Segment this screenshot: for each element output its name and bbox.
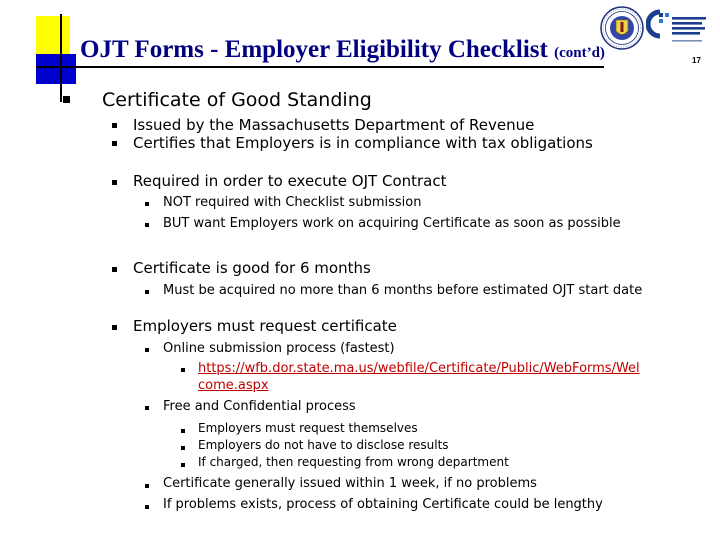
bullet-icon [145, 348, 149, 352]
bullet-icon [181, 368, 185, 372]
blue-square-decoration [36, 54, 76, 84]
list-item: Certificate is good for 6 months [133, 259, 371, 277]
bullet-icon [145, 505, 149, 509]
list-item: Certifies that Employers is in compliance with tax obligations [133, 134, 593, 152]
bullet-icon [181, 446, 185, 450]
list-item: Must be acquired no more than 6 months before estimated OJT start date [163, 283, 643, 298]
bullet-icon [145, 290, 149, 294]
list-item: NOT required with Checklist submission [163, 195, 422, 210]
bullet-icon [112, 180, 117, 185]
list-item: Online submission process (fastest) [163, 341, 395, 356]
heading-certificate: Certificate of Good Standing [102, 89, 372, 111]
slide-title [80, 36, 605, 64]
title-underline-rule [36, 66, 604, 68]
list-item: Employers must request certificate [133, 317, 397, 335]
list-item: Employers must request themselves [198, 421, 418, 435]
bullet-icon [63, 96, 70, 103]
bullet-icon [112, 267, 117, 272]
slide-title-suffix: (cont’d) [554, 45, 605, 61]
bullet-icon [145, 484, 149, 488]
bullet-icon [112, 141, 117, 146]
list-item: Free and Confidential process [163, 399, 356, 414]
certificate-link[interactable]: https://wfb.dor.state.ma.us/webfile/Certificate/Public/WebForms/Wel [198, 361, 640, 376]
list-item: Employers do not have to disclose results [198, 438, 449, 452]
list-item: If charged, then requesting from wrong department [198, 455, 509, 469]
bullet-icon [181, 463, 185, 467]
bullet-icon [112, 123, 117, 128]
list-item: If problems exists, process of obtaining Certificate could be lengthy [163, 497, 603, 512]
slide-number: 17 [692, 56, 701, 65]
bullet-icon [145, 223, 149, 227]
list-item: Certificate generally issued within 1 week, if no problems [163, 476, 537, 491]
list-item: Required in order to execute OJT Contract [133, 172, 447, 190]
bullet-icon [145, 202, 149, 206]
vertical-rule [60, 14, 62, 102]
list-item: Issued by the Massachusetts Department of Revenue [133, 116, 535, 134]
career-center-logo [646, 8, 708, 48]
bullet-icon [181, 429, 185, 433]
bullet-icon [112, 325, 117, 330]
bullet-icon [145, 406, 149, 410]
state-seal-logo [600, 6, 644, 50]
list-item: BUT want Employers work on acquiring Certificate as soon as possible [163, 216, 621, 231]
certificate-link-continued[interactable]: come.aspx [198, 378, 269, 393]
slide-title-text: OJT Forms - Employer Eligibility Checklist [80, 36, 548, 63]
